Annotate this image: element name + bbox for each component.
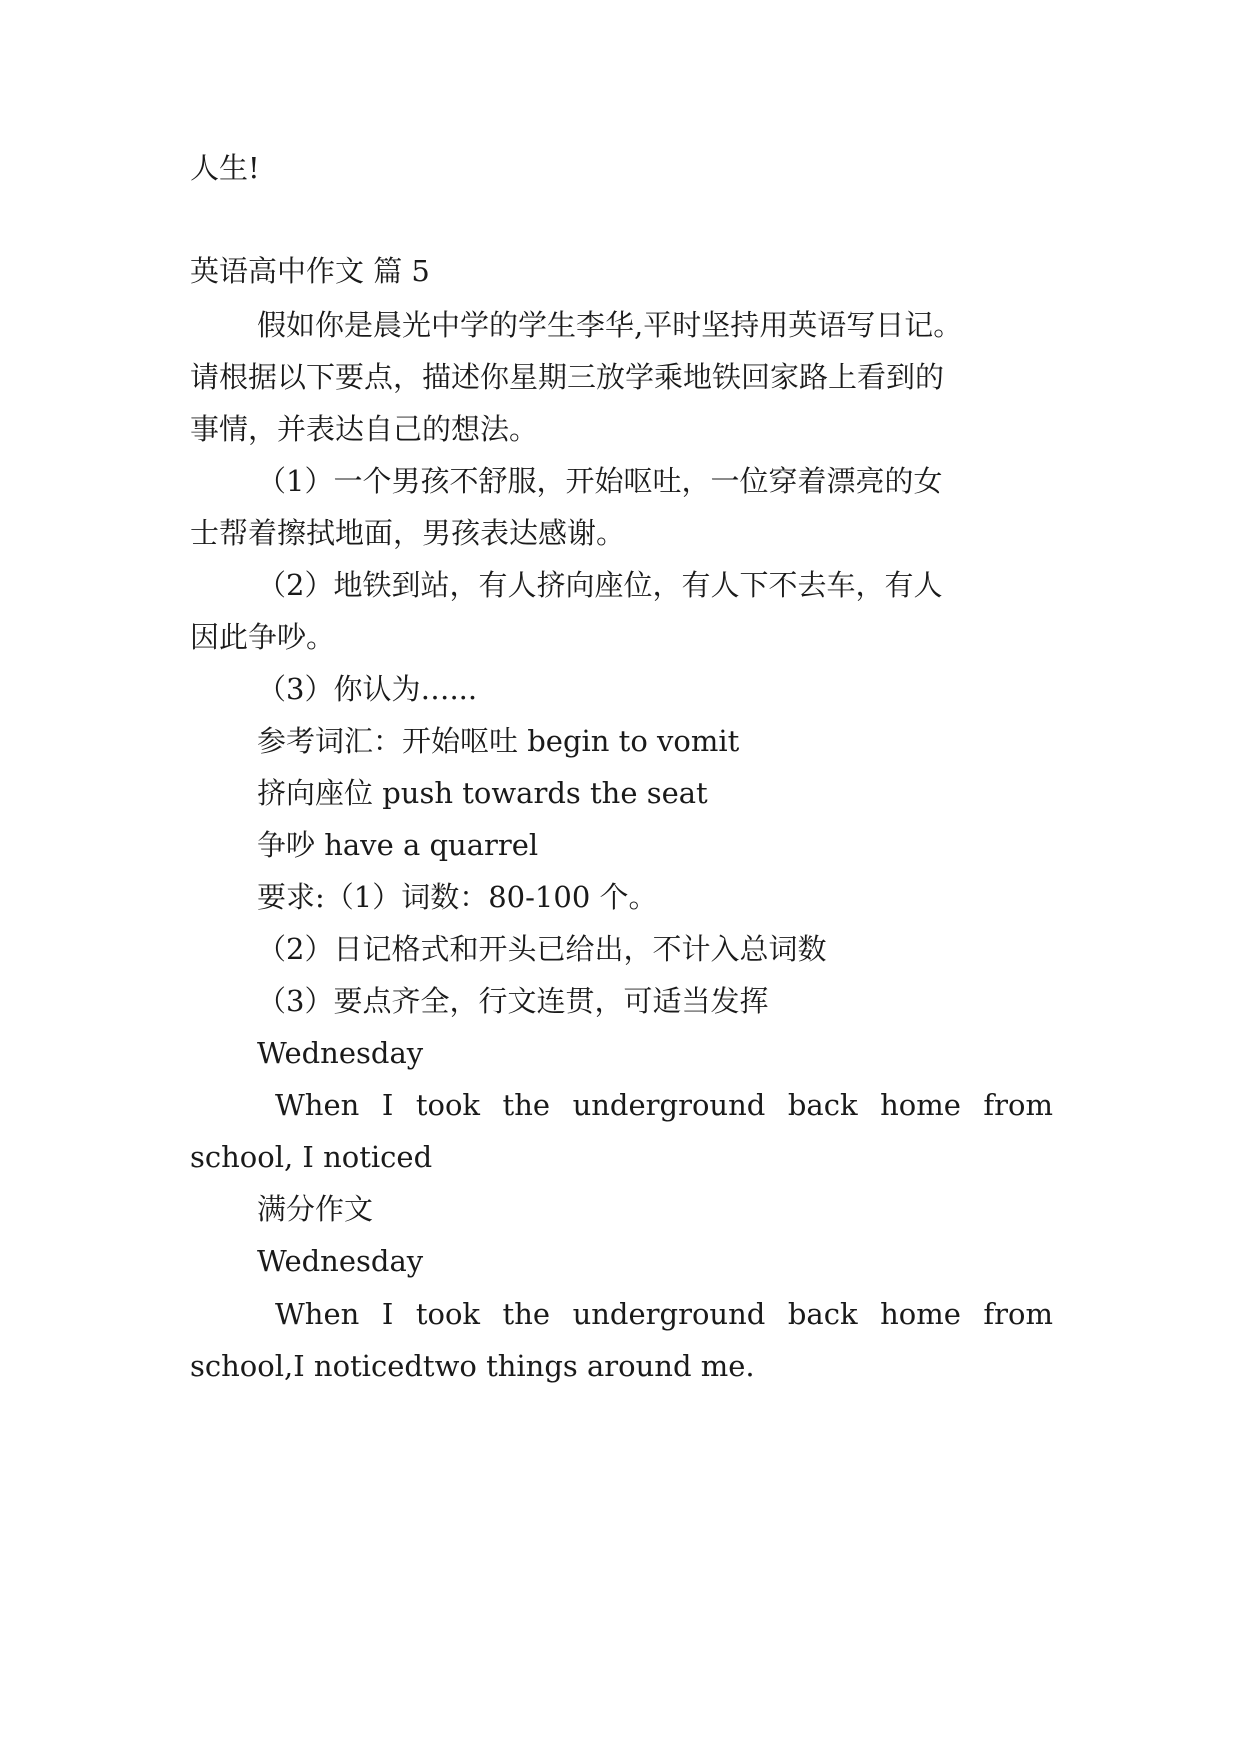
word: underground: [572, 1297, 766, 1331]
vocab-line-1: 参考词汇：开始呕吐 begin to vomit: [257, 724, 740, 758]
prompt-line-2: 请根据以下要点，描述你星期三放学乘地铁回家路上看到的: [190, 360, 945, 394]
point-3-line: （3）你认为…...: [257, 672, 478, 706]
requirement-line-3: （3）要点齐全，行文连贯，可适当发挥: [257, 984, 769, 1018]
point-2-line-2: 因此争吵。: [190, 620, 336, 654]
prompt-line-1: 假如你是晨光中学的学生李华,平时坚持用英语写日记。: [257, 308, 963, 342]
model-essay-heading: 满分作文: [257, 1192, 374, 1226]
vocab-line-2: 挤向座位 push towards the seat: [257, 776, 708, 810]
point-1-line-2: 士帮着擦拭地面，男孩表达感谢。: [190, 516, 626, 550]
word: took: [415, 1297, 481, 1331]
word: the: [502, 1297, 551, 1331]
diary-date-1: Wednesday: [257, 1036, 424, 1070]
section-heading: 英语高中作文 篇 5: [190, 254, 430, 288]
word: from: [983, 1088, 1053, 1122]
requirement-line-2: （2）日记格式和开头已给出，不计入总词数: [257, 932, 827, 966]
diary-date-2: Wednesday: [257, 1244, 424, 1278]
word: When: [275, 1088, 360, 1122]
text-line-1: 人生!: [190, 151, 260, 185]
prompt-line-3: 事情，并表达自己的想法。: [190, 412, 539, 446]
requirement-line-1: 要求:（1）词数：80-100 个。: [257, 880, 658, 914]
essay-line-1: [275, 1294, 1053, 1334]
word: back: [787, 1088, 858, 1122]
word: home: [880, 1297, 961, 1331]
word: I: [381, 1297, 394, 1331]
point-2-line-1: （2）地铁到站，有人挤向座位，有人下不去车，有人: [257, 568, 943, 602]
word: back: [787, 1297, 858, 1331]
vocab-line-3: 争吵 have a quarrel: [257, 828, 539, 862]
diary-opening-line-1: [275, 1085, 1053, 1125]
word: from: [983, 1297, 1053, 1331]
diary-opening-line-2: school, I noticed: [190, 1140, 433, 1174]
word: took: [415, 1088, 481, 1122]
word: home: [880, 1088, 961, 1122]
word: the: [502, 1088, 551, 1122]
point-1-line-1: （1）一个男孩不舒服，开始呕吐，一位穿着漂亮的女: [257, 464, 943, 498]
word: When: [275, 1297, 360, 1331]
word: I: [381, 1088, 394, 1122]
essay-line-2: school,I noticedtwo things around me.: [190, 1349, 755, 1383]
word: underground: [572, 1088, 766, 1122]
